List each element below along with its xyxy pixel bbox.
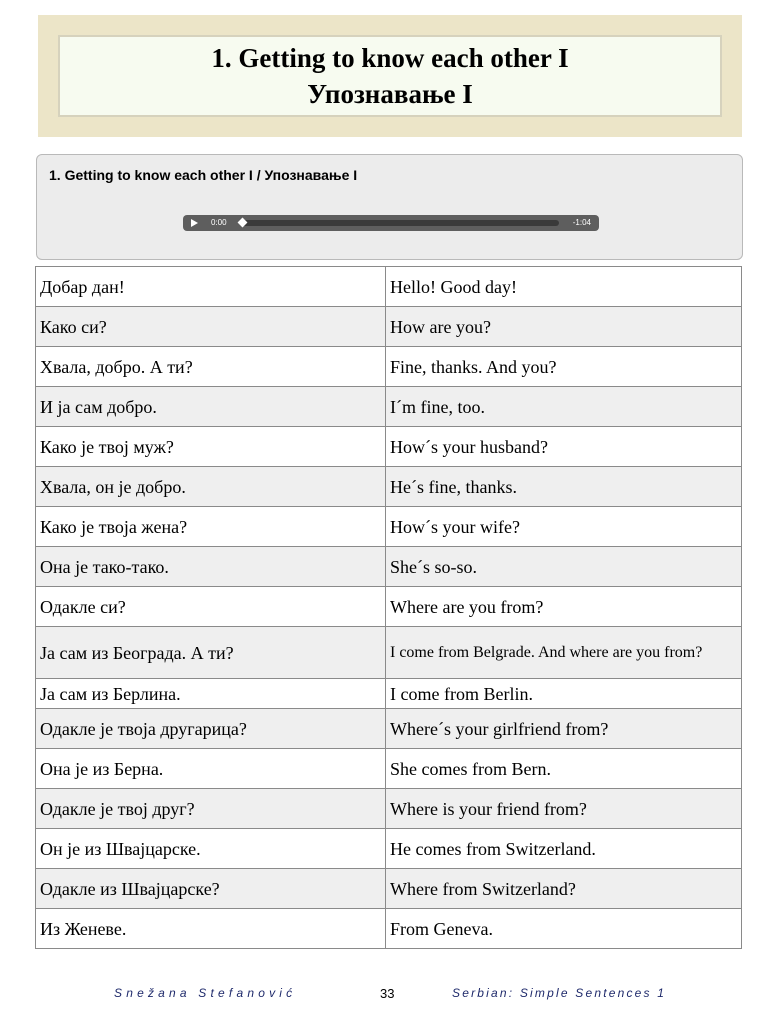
serbian-phrase: Хвала, он је добро. <box>36 467 386 507</box>
title-box <box>58 35 722 117</box>
serbian-phrase: Одакле из Швајцарске? <box>36 869 386 909</box>
table-row <box>36 507 742 547</box>
table-row <box>36 749 742 789</box>
serbian-phrase: Она је тако-тако. <box>36 547 386 587</box>
serbian-phrase: Из Женеве. <box>36 909 386 949</box>
audio-caption: 1. Getting to know each other I / Упознавање I <box>49 167 358 183</box>
english-phrase: How´s your wife? <box>386 507 742 547</box>
serbian-phrase: Како је твоја жена? <box>36 507 386 547</box>
title-serbian: Упознавање I <box>307 79 473 109</box>
table-row <box>36 909 742 949</box>
progress-knob[interactable] <box>238 218 248 228</box>
english-phrase: Where from Switzerland? <box>386 869 742 909</box>
audio-player[interactable] <box>183 215 599 231</box>
serbian-phrase: Он је из Швајцарске. <box>36 829 386 869</box>
english-phrase: Where´s your girlfriend from? <box>386 709 742 749</box>
table-row <box>36 547 742 587</box>
english-phrase: How are you? <box>386 307 742 347</box>
english-phrase: He´s fine, thanks. <box>386 467 742 507</box>
serbian-phrase: Ја сам из Београда. А ти? <box>36 627 386 679</box>
english-phrase: I come from Belgrade. And where are you from? <box>386 627 742 679</box>
phrase-table <box>35 266 742 949</box>
current-time: 0:00 <box>211 218 227 227</box>
page-number: 33 <box>380 986 395 1001</box>
english-phrase: She´s so-so. <box>386 547 742 587</box>
footer-book-title: Serbian: Simple Sentences 1 <box>452 986 667 1000</box>
serbian-phrase: Хвала, добро. А ти? <box>36 347 386 387</box>
english-phrase: From Geneva. <box>386 909 742 949</box>
remaining-time: -1:04 <box>572 218 591 227</box>
play-icon[interactable] <box>191 219 198 227</box>
table-row <box>36 467 742 507</box>
english-phrase: I´m fine, too. <box>386 387 742 427</box>
table-row <box>36 267 742 307</box>
table-row <box>36 587 742 627</box>
english-phrase: Hello! Good day! <box>386 267 742 307</box>
english-phrase: Fine, thanks. And you? <box>386 347 742 387</box>
english-phrase: He comes from Switzerland. <box>386 829 742 869</box>
page-footer <box>0 984 781 1004</box>
serbian-phrase: И ја сам добро. <box>36 387 386 427</box>
table-row <box>36 347 742 387</box>
serbian-phrase: Одакле је твој друг? <box>36 789 386 829</box>
table-row <box>36 869 742 909</box>
footer-author: Snežana Stefanović <box>114 986 297 1000</box>
serbian-phrase: Ја сам из Берлина. <box>36 679 386 709</box>
serbian-phrase: Како је твој муж? <box>36 427 386 467</box>
serbian-phrase: Она је из Берна. <box>36 749 386 789</box>
table-row <box>36 427 742 467</box>
english-phrase: How´s your husband? <box>386 427 742 467</box>
table-row <box>36 709 742 749</box>
table-row <box>36 627 742 679</box>
serbian-phrase: Одакле си? <box>36 587 386 627</box>
table-row <box>36 679 742 709</box>
table-row <box>36 789 742 829</box>
serbian-phrase: Добар дан! <box>36 267 386 307</box>
progress-track[interactable] <box>241 220 559 226</box>
table-row <box>36 307 742 347</box>
english-phrase: Where are you from? <box>386 587 742 627</box>
table-row <box>36 387 742 427</box>
english-phrase: I come from Berlin. <box>386 679 742 709</box>
english-phrase: She comes from Bern. <box>386 749 742 789</box>
audio-widget <box>36 154 743 260</box>
english-phrase: Where is your friend from? <box>386 789 742 829</box>
table-row <box>36 829 742 869</box>
serbian-phrase: Одакле је твоја другарица? <box>36 709 386 749</box>
serbian-phrase: Како си? <box>36 307 386 347</box>
title-banner <box>38 15 742 137</box>
title-english: 1. Getting to know each other I <box>211 43 569 73</box>
